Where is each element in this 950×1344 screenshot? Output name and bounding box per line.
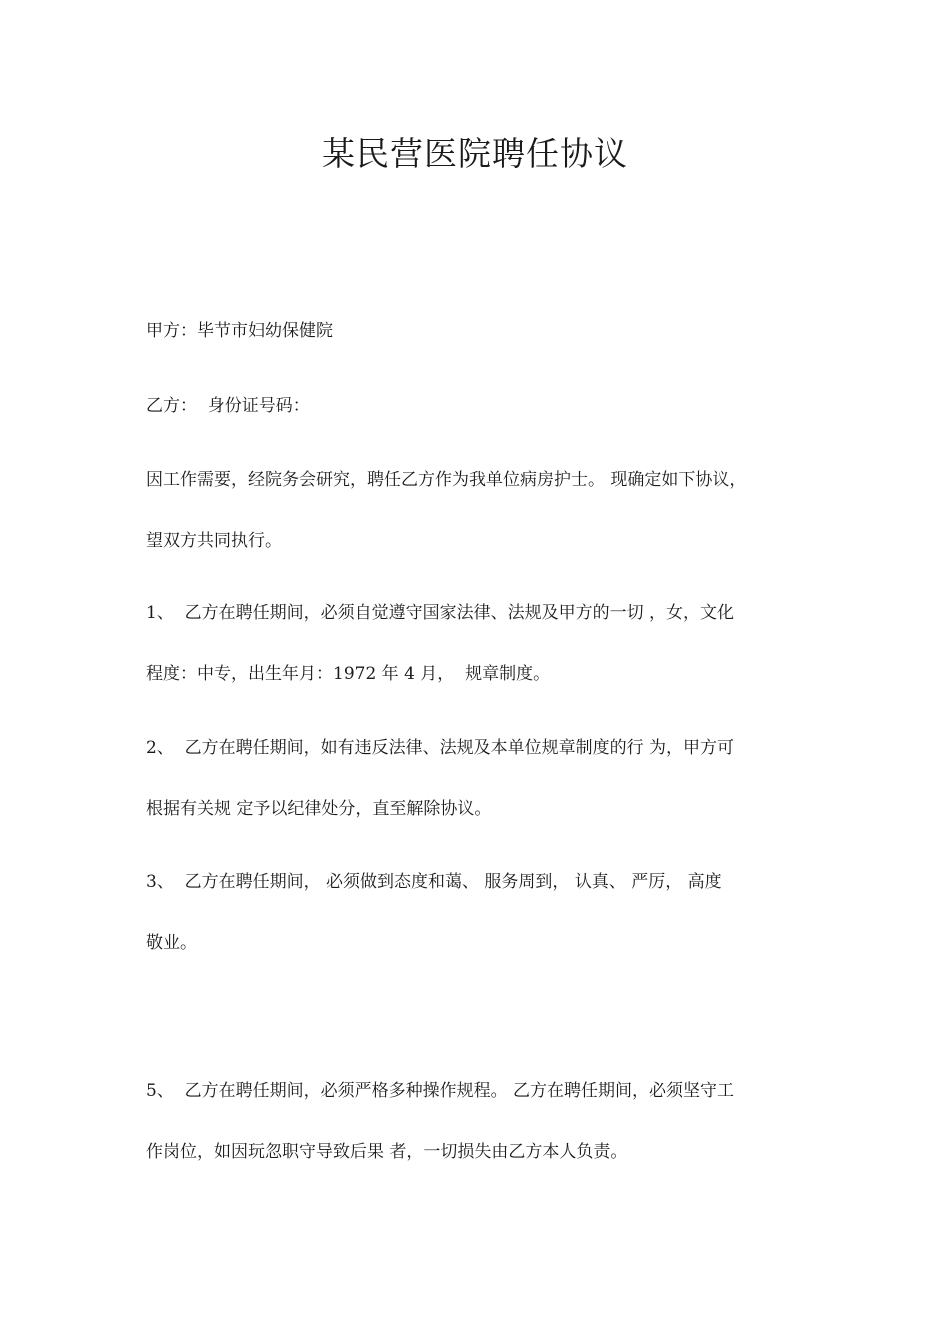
clause-1-line-1: 1、 乙方在聘任期间，必须自觉遵守国家法律、法规及甲方的一切 ，女，文化	[146, 603, 735, 623]
clause-3-line-2: 敬业。	[146, 933, 197, 953]
clause-3-line-1: 3、 乙方在聘任期间， 必须做到态度和蔼、 服务周到， 认真、 严厉， 高度	[146, 872, 722, 892]
clause-1-line-2: 程度：中专，出生年月：1972 年 4 月， 规章制度。	[146, 664, 551, 684]
clause-2-line-2: 根据有关规 定予以纪律处分，直至解除协议。	[146, 799, 492, 819]
clause-5-line-2: 作岗位，如因玩忽职守导致后果 者，一切损失由乙方本人负责。	[146, 1142, 628, 1162]
clause-5-line-1: 5、 乙方在聘任期间，必须严格多种操作规程。 乙方在聘任期间，必须坚守工	[146, 1081, 735, 1101]
party-a-line: 甲方：毕节市妇幼保健院	[146, 321, 333, 341]
document-title: 某民营医院聘任协议	[322, 134, 628, 173]
intro-line-2: 望双方共同执行。	[146, 531, 282, 551]
party-b-line: 乙方： 身份证号码：	[146, 396, 310, 416]
intro-line-1: 因工作需要，经院务会研究，聘任乙方作为我单位病房护士。 现确定如下协议，	[146, 470, 747, 490]
clause-2-line-1: 2、 乙方在聘任期间，如有违反法律、法规及本单位规章制度的行 为，甲方可	[146, 738, 735, 758]
